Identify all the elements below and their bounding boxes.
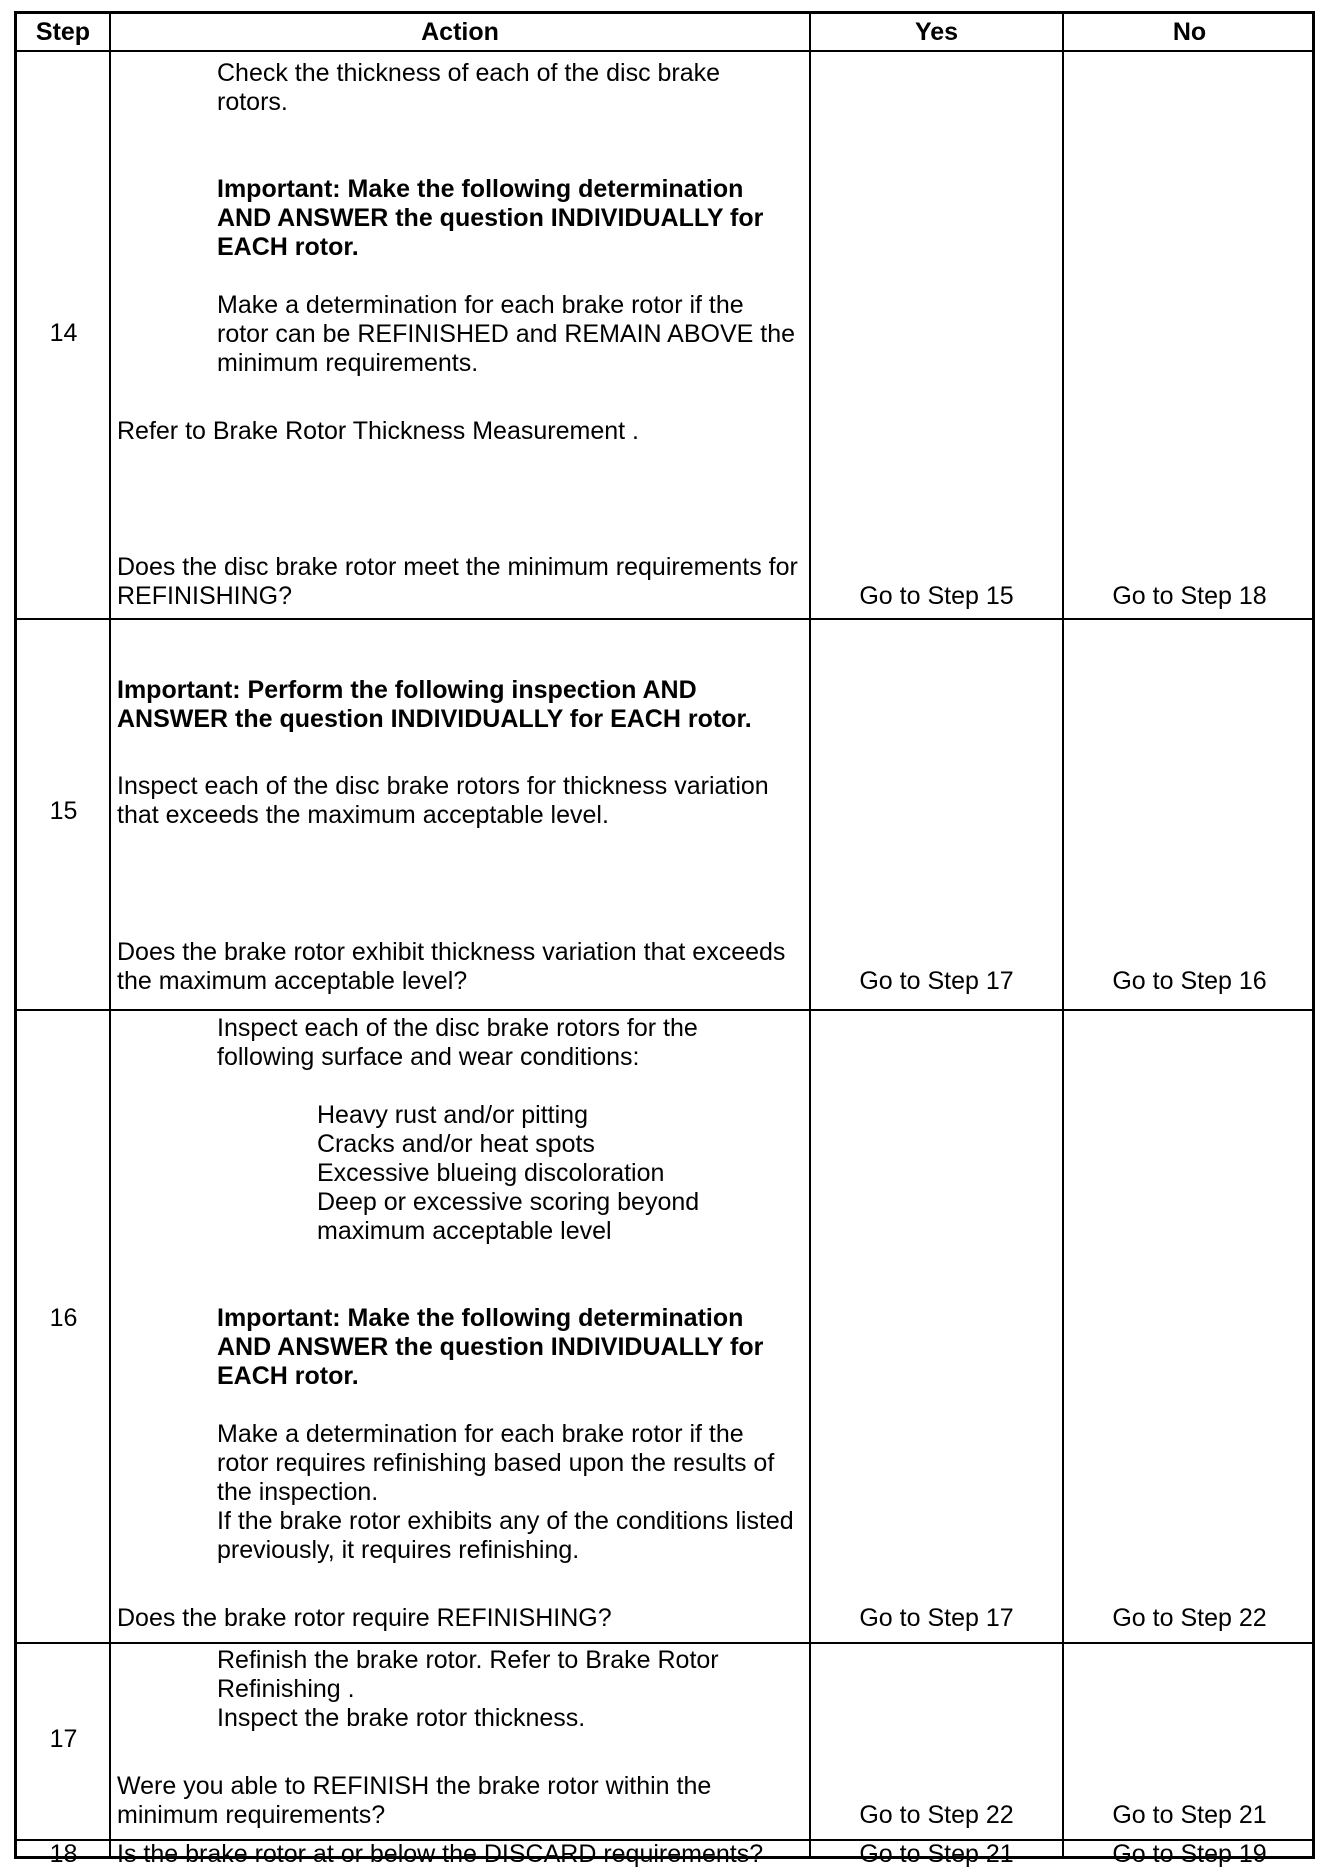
action-line: Make a determination for each brake rotor if the [217,1420,744,1448]
action-line: Inspect each of the disc brake rotors for thickness variation [117,772,769,800]
yes-result: Go to Step 17 [859,967,1014,995]
row-divider [17,1009,1312,1011]
important-note: EACH rotor. [217,1362,359,1390]
no-result: Go to Step 16 [1112,967,1267,995]
yes-result: Go to Step 21 [859,1840,1014,1868]
important-note: Important: Make the following determination [217,1304,744,1332]
header-no: No [1172,18,1207,46]
question-line: minimum requirements? [117,1801,386,1829]
column-divider [109,14,111,1856]
action-line: If the brake rotor exhibits any of the conditions listed [217,1507,794,1535]
action-line: rotor requires refinishing based upon the results of [217,1449,775,1477]
action-line: following surface and wear conditions: [217,1043,640,1071]
header-yes: Yes [914,18,959,46]
condition-item: maximum acceptable level [317,1217,612,1245]
question-line: the maximum acceptable level? [117,967,468,995]
question-line: REFINISHING? [117,582,293,610]
important-note: AND ANSWER the question INDIVIDUALLY for [217,204,764,232]
action-line: Inspect the brake rotor thickness. [217,1704,586,1732]
action-line: Refinishing . [217,1675,355,1703]
important-note: AND ANSWER the question INDIVIDUALLY for [217,1333,764,1361]
question-line: Does the brake rotor exhibit thickness variation that exceeds [117,938,786,966]
question-line: Is the brake rotor at or below the DISCARD requirements? [117,1840,764,1868]
condition-item: Cracks and/or heat spots [317,1130,595,1158]
condition-item: Deep or excessive scoring beyond [317,1188,700,1216]
step-number: 17 [49,1725,78,1753]
yes-result: Go to Step 22 [859,1801,1014,1829]
action-line: minimum requirements. [217,349,479,377]
no-result: Go to Step 21 [1112,1801,1267,1829]
question-line: Does the disc brake rotor meet the minimum requirements for [117,553,798,581]
row-divider [17,50,1312,52]
step-number: 15 [49,797,78,825]
column-divider [809,14,811,1856]
header-step: Step [35,18,91,46]
action-line: the inspection. [217,1478,379,1506]
diagnostic-table [14,11,1315,1868]
important-note: EACH rotor. [217,233,359,261]
important-note: Important: Perform the following inspection AND [117,676,697,704]
yes-result: Go to Step 15 [859,582,1014,610]
no-result: Go to Step 18 [1112,582,1267,610]
yes-result: Go to Step 17 [859,1604,1014,1632]
action-line: Inspect each of the disc brake rotors for the [217,1014,698,1042]
action-line: Make a determination for each brake rotor if the [217,291,744,319]
action-line: that exceeds the maximum acceptable level. [117,801,609,829]
column-divider [1062,14,1064,1856]
reference-line: Refer to Brake Rotor Thickness Measurement . [117,417,639,445]
no-result: Go to Step 22 [1112,1604,1267,1632]
action-line: previously, it requires refinishing. [217,1536,580,1564]
condition-item: Excessive blueing discoloration [317,1159,665,1187]
step-number: 18 [49,1840,78,1868]
action-line: Refinish the brake rotor. Refer to Brake Rotor [217,1646,719,1674]
step-number: 16 [49,1304,78,1332]
header-action: Action [421,18,499,46]
step-number: 14 [49,319,78,347]
important-note: ANSWER the question INDIVIDUALLY for EACH rotor. [117,705,752,733]
condition-item: Heavy rust and/or pitting [317,1101,588,1129]
action-line: rotor can be REFINISHED and REMAIN ABOVE the [217,320,796,348]
important-note: Important: Make the following determination [217,175,744,203]
question-line: Does the brake rotor require REFINISHING? [117,1604,612,1632]
no-result: Go to Step 19 [1112,1840,1267,1868]
row-divider [17,1642,1312,1644]
row-divider [17,618,1312,620]
question-line: Were you able to REFINISH the brake rotor within the [117,1772,712,1800]
action-line: Check the thickness of each of the disc brake [217,59,721,87]
action-line: rotors. [217,88,288,116]
